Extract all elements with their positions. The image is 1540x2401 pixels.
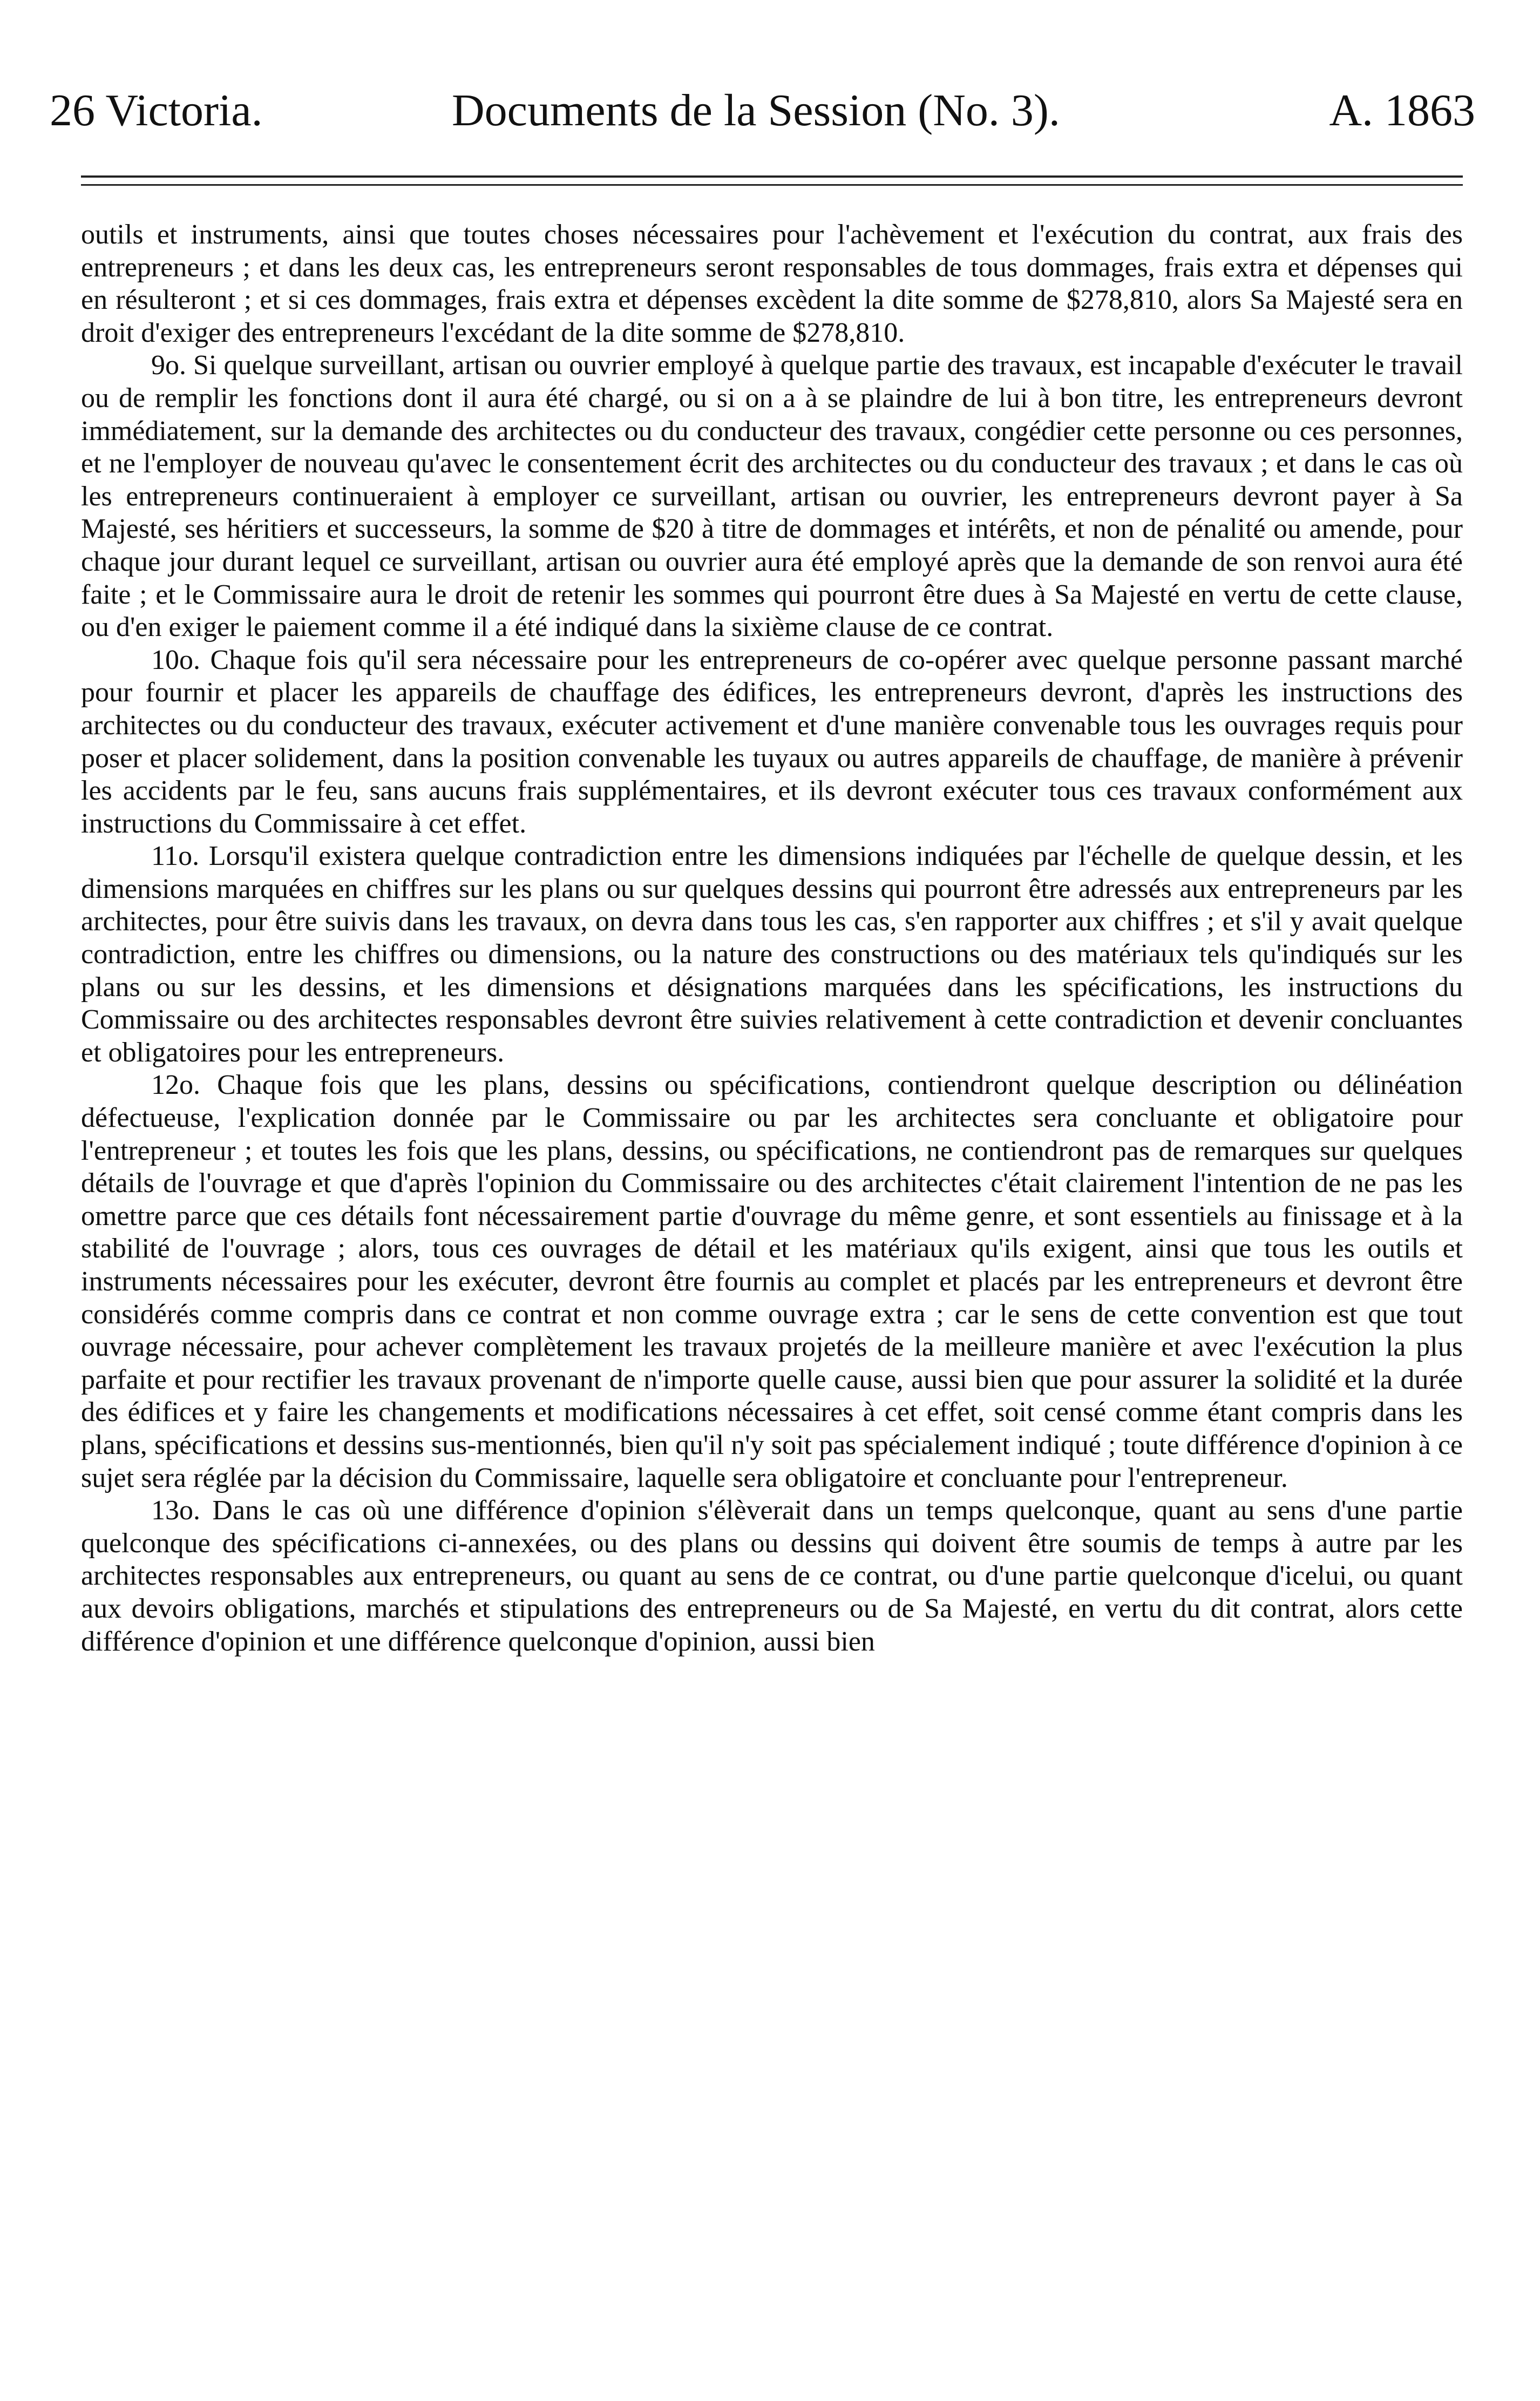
clause-10: 10o. Chaque fois qu'il sera nécessaire pour les entrepreneurs de co-opérer avec quelque personne passant marché pour fournir et placer les appareils de chauffage des édifices, les entrepreneurs devront, d'après les instructions des architectes ou du conducteur des travaux, exécuter activement et d'une manière convenable tous les ouvrages requis pour poser et placer solidement, dans la position convenable les tuyaux ou autres appareils de chauffage, de manière à prévenir les accidents par le feu, sans aucuns frais supplémentaires, et ils devront exécuter tous ces travaux conformément aux instructions du Commissaire à cet effet. [81, 644, 1463, 839]
clause-11: 11o. Lorsqu'il existera quelque contradiction entre les dimensions indiquées par l'échelle de quelque dessin, et les dimensions marquées en chiffres sur les plans ou sur quelques dessins qui pourront être adressés aux entrepreneurs par les architectes, pour être suivis dans les travaux, on devra dans tous les cas, s'en rapporter aux chiffres ; et s'il y avait quelque contradiction, entre les chiffres ou dimensions, ou la nature des constructions ou des matériaux tels qu'indiqués sur les plans ou sur les dessins, et les dimensions et désignations marquées dans les spécifications, les instructions du Commissaire ou des architectes responsables devront être suivies relativement à cette contradiction et devenir concluantes et obligatoires pour les entrepreneurs. [81, 841, 1463, 1068]
clause-12: 12o. Chaque fois que les plans, dessins ou spécifications, contiendront quelque description ou délinéation défectueuse, l'explication donnée par le Commissaire ou par les architectes sera concluante et obligatoire pour l'entrepreneur ; et toutes les fois que les plans, dessins, ou spécifications, ne contiendront pas de remarques sur quelques détails de l'ouvrage et que d'après l'opinion du Commissaire ou des architectes c'était clairement l'intention de ne pas les omettre parce que ces détails font nécessairement partie d'ouvrage du même genre, et sont essentiels au finissage et à la stabilité de l'ouvrage ; alors, tous ces ouvrages de détail et les matériaux qu'ils exigent, ainsi que tous les outils et instruments nécessaires pour les exécuter, devront être fournis au complet et placés par les entrepreneurs et devront être considérés comme compris dans ce contrat et non comme ouvrage extra ; car le sens de cette convention est que tout ouvrage nécessaire, pour achever complètement les travaux projetés de la meilleure manière et avec l'exécution la plus parfaite et pour rectifier les travaux provenant de n'importe quelle cause, aussi bien que pour assurer la solidité et la durée des édifices et y faire les changements et modifications nécessaires à cet effet, soit censé comme étant compris dans les plans, spécifications et dessins sus-mentionnés, bien qu'il n'y soit pas spécialement indiqué ; toute différence d'opinion à ce sujet sera réglée par la décision du Commissaire, laquelle sera obligatoire et concluante pour l'entrepreneur. [81, 1070, 1463, 1493]
running-head [50, 81, 1475, 140]
header-rule-bottom [81, 184, 1463, 186]
clause-13: 13o. Dans le cas où une différence d'opinion s'élèverait dans un temps quelconque, quant au sens d'une partie quelconque des spécifications ci-annexées, ou des plans ou dessins qui doivent être soumis de temps à autre par les architectes responsables aux entrepreneurs, ou quant au sens de ce contrat, ou d'une partie quelconque d'icelui, ou quant aux devoirs obligations, marchés et stipulations des entrepreneurs ou de Sa Majesté, en vertu du dit contrat, alors cette différence d'opinion et une différence quelconque d'opinion, aussi bien [81, 1495, 1463, 1657]
header-title: Documents de la Session (No. 3). [452, 85, 1060, 136]
paragraph-continuation: outils et instruments, ainsi que toutes choses nécessaires pour l'achèvement et l'exécution du contrat, aux frais des entrepreneurs ; et dans les deux cas, les entrepreneurs seront responsables de tous dommages, frais extra et dépenses qui en résulteront ; et si ces dommages, frais extra et dépenses excèdent la dite somme de $278,810, alors Sa Majesté sera en droit d'exiger des entrepreneurs l'excédant de la dite somme de $278,810. [81, 219, 1463, 348]
header-year: A. 1863 [1329, 85, 1475, 136]
body-text [81, 219, 1463, 1658]
header-volume: 26 Victoria. [50, 85, 263, 136]
header-rule-top [81, 175, 1463, 178]
clause-9: 9o. Si quelque surveillant, artisan ou ouvrier employé à quelque partie des travaux, est incapable d'exécuter le travail ou de remplir les fonctions dont il aura été chargé, ou si on a à se plaindre de lui à bon titre, les entrepreneurs devront immédiatement, sur la demande des architectes ou du conducteur des travaux, congédier cette personne ou ces personnes, et ne l'employer de nouveau qu'avec le consentement écrit des architectes ou du conducteur des travaux ; et dans le cas où les entrepreneurs continueraient à employer ce surveillant, artisan ou ouvrier, les entrepreneurs devront payer à Sa Majesté, ses héritiers et successeurs, la somme de $20 à titre de dommages et intérêts, et non de pénalité ou amende, pour chaque jour durant lequel ce surveillant, artisan ou ouvrier aura été employé après que la demande de son renvoi aura été faite ; et le Commissaire aura le droit de retenir les sommes qui pourront être dues à Sa Majesté en vertu de cette clause, ou d'en exiger le paiement comme il a été indiqué dans la sixième clause de ce contrat. [81, 350, 1463, 643]
